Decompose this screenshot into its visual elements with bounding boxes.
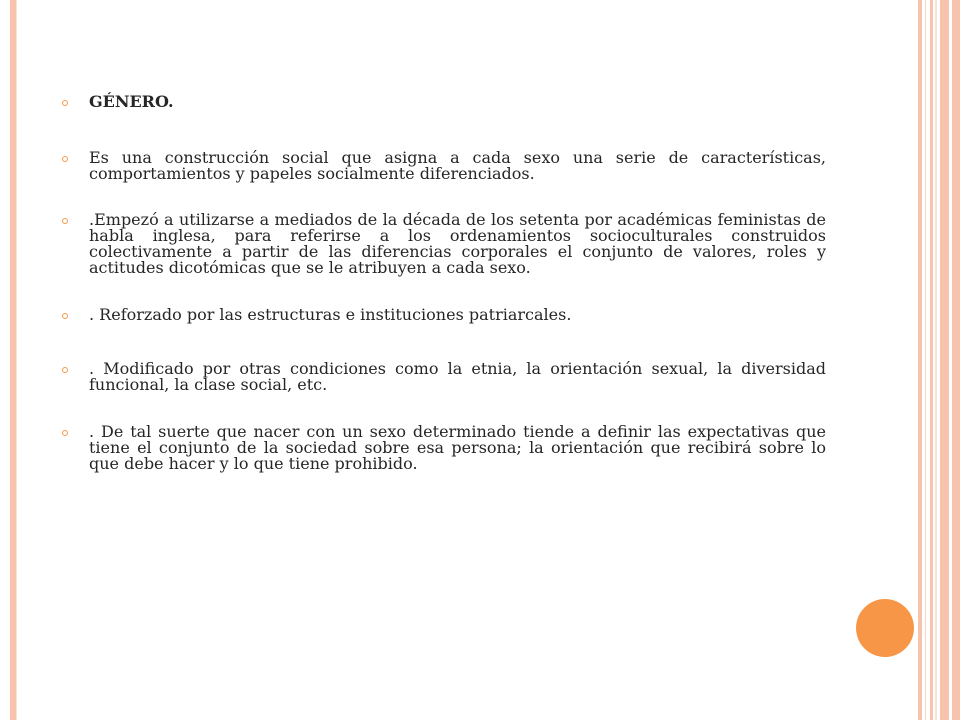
bullet-origin [62, 212, 826, 276]
bullet-icon [62, 430, 68, 436]
bullet-icon [62, 218, 68, 224]
right-stripe [918, 0, 922, 720]
heading-text: GÉNERO. [89, 92, 174, 111]
right-stripe [925, 0, 926, 720]
bullet-definition [62, 150, 826, 182]
right-stripe [930, 0, 933, 720]
right-stripe [935, 0, 937, 720]
slide-body [62, 94, 826, 472]
bullet-text: .Empezó a utilizarse a mediados de la década de los setenta por académicas feministas de habla inglesa, para referirse a los ordenamientos socioculturales construidos colectivamente a partir de las diferencias corporales el conjunto de valores, roles y actitudes dicotómicas que se le atribuyen a cada sexo. [89, 210, 826, 277]
bullet-modified [62, 361, 826, 393]
bullet-text: . Reforzado por las estructuras e instituciones patriarcales. [89, 305, 572, 324]
bullet-text: . Modificado por otras condiciones como la etnia, la orientación sexual, la diversidad funcional, la clase social, etc. [89, 359, 826, 394]
bullet-reinforced [62, 307, 826, 323]
right-stripe [940, 0, 949, 720]
decorative-circle [856, 599, 914, 657]
right-stripe [952, 0, 960, 720]
bullet-expectations [62, 424, 826, 472]
bullet-icon [62, 100, 68, 106]
bullet-text: Es una construcción social que asigna a cada sexo una serie de características, comportamientos y papeles socialmente diferenciados. [89, 148, 826, 183]
bullet-icon [62, 367, 68, 373]
bullet-icon [62, 313, 68, 319]
bullet-icon [62, 156, 68, 162]
left-frame-border [10, 0, 16, 720]
right-frame-stripes [918, 0, 960, 720]
bullet-text: . De tal suerte que nacer con un sexo determinado tiende a definir las expectativas que tiene el conjunto de la sociedad sobre esa persona; la orientación que recibirá sobre lo que debe hacer y lo que tiene prohibido. [89, 422, 826, 473]
bullet-heading [62, 94, 826, 110]
